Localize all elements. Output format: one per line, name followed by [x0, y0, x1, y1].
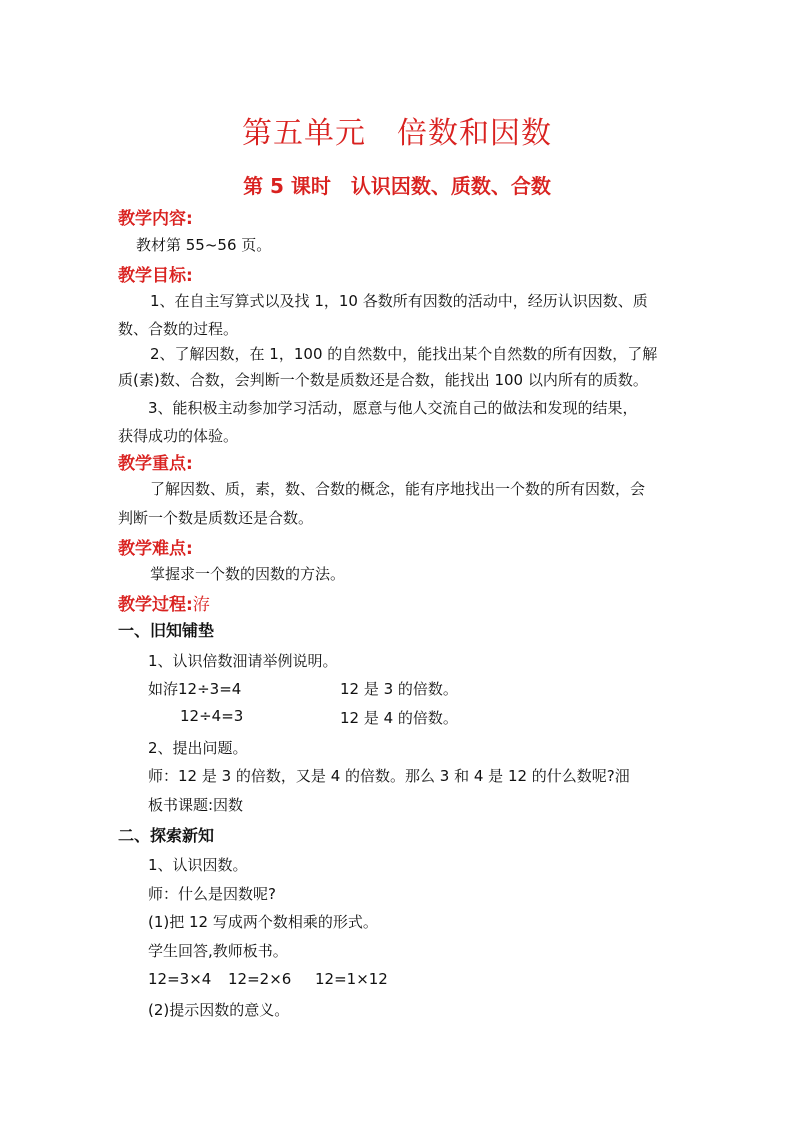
unit-title: 第五单元 倍数和因数	[242, 116, 552, 151]
section-2-line-4: 学生回答,教师板书。	[148, 942, 288, 960]
key-points-line-2: 判断一个数是质数还是合数。	[118, 509, 314, 527]
goal-3-line-1: 3、能积极主动参加学习活动，愿意与他人交流自己的做法和发现的结果，	[148, 399, 638, 417]
section-2-line-3: (1)把 12 写成两个数相乘的形式。	[148, 913, 378, 931]
teaching-content-heading: 教学内容:	[118, 209, 193, 229]
difficult-points-heading: 教学难点:	[118, 539, 193, 559]
section-2-equation-1: 12=3×4	[148, 970, 212, 988]
section-1-line-4: 2、提出问题。	[148, 739, 248, 757]
teaching-process-label: 教学过程:	[118, 595, 193, 615]
section-1-example-2-statement: 12 是 4 的倍数。	[340, 709, 458, 727]
section-2-title: 二、探索新知	[118, 826, 215, 845]
goal-2-line-1: 2、了解因数，在 1，100 的自然数中，能找出某个自然数的所有因数，了解	[150, 345, 658, 363]
goal-1-line-2: 数、合数的过程。	[118, 320, 239, 338]
goal-1-line-1: 1、在自主写算式以及找 1，10 各数所有因数的活动中，经历认识因数、质	[150, 292, 648, 310]
difficult-points-text: 掌握求一个数的因数的方法。	[150, 565, 346, 583]
goal-2-line-2: 质(素)数、合数，会判断一个数是质数还是合数，能找出 100 以内所有的质数。	[118, 371, 648, 389]
section-2-line-1: 1、认识因数。	[148, 856, 248, 874]
section-1-line-1: 1、认识倍数沺请举例说明。	[148, 652, 338, 670]
section-1-example-1-equation: 如洊12÷3=4	[148, 680, 242, 698]
lesson-subtitle: 第 5 课时 认识因数、质数、合数	[243, 174, 551, 198]
section-2-equation-2: 12=2×6	[228, 970, 292, 988]
teaching-goals-heading: 教学目标:	[118, 266, 193, 286]
section-2-line-2: 师：什么是因数呢?	[148, 885, 276, 903]
section-1-title: 一、旧知铺垫	[118, 621, 215, 640]
section-1-line-5: 师：12 是 3 的倍数，又是 4 的倍数。那么 3 和 4 是 12 的什么数呢?沺	[148, 767, 630, 785]
key-points-heading: 教学重点:	[118, 454, 193, 474]
goal-3-line-2: 获得成功的体验。	[118, 427, 239, 445]
teaching-process-heading	[118, 590, 210, 615]
key-points-line-1: 了解因数、质，素，数、合数的概念，能有序地找出一个数的所有因数，会	[150, 480, 646, 498]
section-2-line-6: (2)提示因数的意义。	[148, 1001, 290, 1019]
section-1-example-1-statement: 12 是 3 的倍数。	[340, 680, 458, 698]
section-1-line-6: 板书课题:因数	[148, 796, 244, 814]
teaching-content-text: 教材第 55~56 页。	[136, 236, 272, 254]
teaching-process-tail: 洊	[192, 595, 210, 615]
section-1-example-2-equation: 12÷4=3	[180, 707, 244, 725]
section-2-equation-3: 12=1×12	[315, 970, 388, 988]
